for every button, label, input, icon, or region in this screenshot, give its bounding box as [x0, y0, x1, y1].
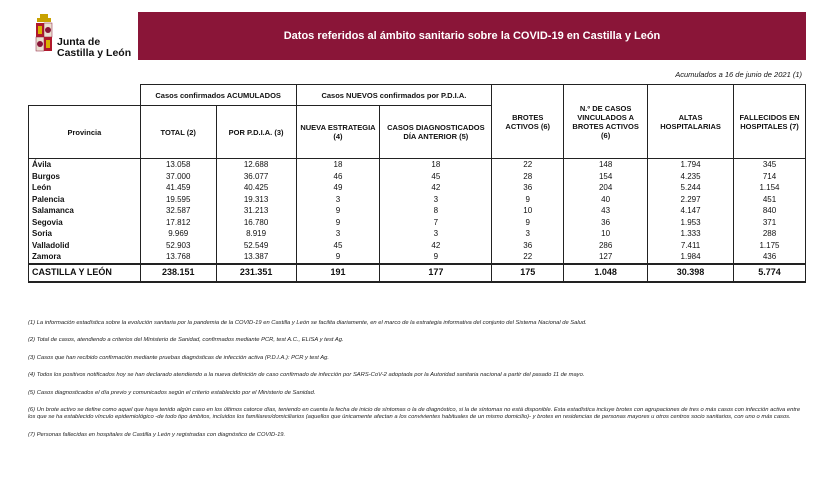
footnote: (4) Todos los positivos notificados hoy se han declarado atendiendo a la nueva definición de caso confirmado de infección por SARS-CoV-2 adoptada por la Autoridad sanitaria nacional a partir del pasado 11 de mayo. — [28, 372, 585, 379]
table-cell: 40.425 — [216, 182, 296, 194]
table-cell: 22 — [492, 159, 564, 171]
table-cell: 41.459 — [140, 182, 216, 194]
junta-logo — [34, 14, 134, 62]
table-cell: 1.953 — [648, 217, 734, 229]
table-cell: 154 — [564, 171, 648, 183]
header-provincia: Provincia — [29, 106, 141, 159]
title-bar — [138, 12, 806, 60]
table-cell: 18 — [296, 159, 380, 171]
province-name: Palencia — [29, 194, 141, 206]
group-header-new: Casos NUEVOS confirmados por P.D.I.A. — [296, 85, 492, 106]
table-cell: 43 — [564, 205, 648, 217]
table-cell: 10 — [492, 205, 564, 217]
table-cell: 436 — [734, 251, 806, 264]
table-cell: 18 — [380, 159, 492, 171]
table-row — [29, 171, 806, 183]
table-cell: 9 — [296, 251, 380, 264]
table-cell: 2.297 — [648, 194, 734, 206]
table-cell: 9 — [380, 251, 492, 264]
table-cell: 9 — [296, 217, 380, 229]
table-cell: 127 — [564, 251, 648, 264]
total-cell: 191 — [296, 264, 380, 282]
footnote: (6) Un brote activo se define como aquel que haya tenido algún caso en los últimos catorce días, teniendo en cuenta la fecha de inicio de síntomas o la de diagnóstico, si la de síntomas no está disponible. Esta estadística incluye brotes con agrupaciones de tres o más casos con infección activa entre los que se ha establecido vínculo epidemiológico -de todo tipo ámbitos, incluidos los familiares/domiciliarios (aquellos que únicamente afectan a los convivientes habituales de un mismo domicilio)- y brotes en residencias de personas mayores u otros centros socio sanitarios, con uno o más casos. — [28, 407, 801, 421]
table-cell: 7.411 — [648, 240, 734, 252]
total-cell: 231.351 — [216, 264, 296, 282]
coat-of-arms-icon — [34, 14, 54, 54]
header-total: TOTAL (2) — [140, 106, 216, 159]
table-cell: 13.058 — [140, 159, 216, 171]
logo-text — [57, 37, 131, 59]
group-header-accum: Casos confirmados ACUMULADOS — [140, 85, 296, 106]
total-cell: 5.774 — [734, 264, 806, 282]
table-cell: 1.333 — [648, 228, 734, 240]
footnote: (2) Total de casos, atendiendo a criterios del Ministerio de Sanidad, confirmados mediante PCR, test A.C., ELISA y test Ag. — [28, 337, 344, 344]
table-cell: 9.969 — [140, 228, 216, 240]
covid-data-table — [28, 84, 806, 283]
table-row — [29, 194, 806, 206]
total-label: CASTILLA Y LEÓN — [29, 264, 141, 282]
table-cell: 19.595 — [140, 194, 216, 206]
table-row — [29, 217, 806, 229]
table-cell: 17.812 — [140, 217, 216, 229]
header-pdia: POR P.D.I.A. (3) — [216, 106, 296, 159]
table-cell: 49 — [296, 182, 380, 194]
province-name: Burgos — [29, 171, 141, 183]
province-name: Salamanca — [29, 205, 141, 217]
table-cell: 3 — [492, 228, 564, 240]
table-cell: 8 — [380, 205, 492, 217]
header-fallecidos: FALLECIDOS EN HOSPITALES (7) — [734, 85, 806, 159]
table-cell: 3 — [380, 194, 492, 206]
table-cell: 4.147 — [648, 205, 734, 217]
province-name: Valladolid — [29, 240, 141, 252]
table-row — [29, 182, 806, 194]
table-cell: 345 — [734, 159, 806, 171]
table-row — [29, 240, 806, 252]
header-diag: CASOS DIAGNOSTICADOS DÍA ANTERIOR (5) — [380, 106, 492, 159]
header-vinculados: N.º DE CASOS VINCULADOS A BROTES ACTIVOS (6) — [564, 85, 648, 159]
table-cell: 36 — [564, 217, 648, 229]
table-cell: 10 — [564, 228, 648, 240]
header-brotes: BROTES ACTIVOS (6) — [492, 85, 564, 159]
table-cell: 3 — [380, 228, 492, 240]
table-cell: 36 — [492, 182, 564, 194]
footnote: (1) La información estadística sobre la evolución sanitaria por la pandemia de la COVID-19 en Castilla y León se facilita diariamente, en el marco de la estrategia informativa del conjunto del Sistema Nacional de Salud. — [28, 320, 587, 326]
province-name: Soria — [29, 228, 141, 240]
page-title: Datos referidos al ámbito sanitario sobre la COVID-19 en Castilla y León — [283, 30, 661, 42]
table-cell: 12.688 — [216, 159, 296, 171]
table-cell: 36 — [492, 240, 564, 252]
table-cell: 1.984 — [648, 251, 734, 264]
table-cell: 52.549 — [216, 240, 296, 252]
table-cell: 4.235 — [648, 171, 734, 183]
table-cell: 204 — [564, 182, 648, 194]
table-cell: 288 — [734, 228, 806, 240]
table-row — [29, 205, 806, 217]
province-name: Ávila — [29, 159, 141, 171]
table-cell: 371 — [734, 217, 806, 229]
table-cell: 40 — [564, 194, 648, 206]
total-cell: 30.398 — [648, 264, 734, 282]
table-row — [29, 159, 806, 171]
total-cell: 175 — [492, 264, 564, 282]
footnote: (5) Casos diagnosticados el día previo y comunicados según el criterio establecido por el Ministerio de Sanidad. — [28, 389, 316, 396]
table-cell: 28 — [492, 171, 564, 183]
table-cell: 16.780 — [216, 217, 296, 229]
table-cell: 36.077 — [216, 171, 296, 183]
total-cell: 1.048 — [564, 264, 648, 282]
table-cell: 37.000 — [140, 171, 216, 183]
table-row — [29, 228, 806, 240]
province-name: Zamora — [29, 251, 141, 264]
table-cell: 7 — [380, 217, 492, 229]
total-row — [29, 264, 806, 282]
total-cell: 177 — [380, 264, 492, 282]
table-cell: 45 — [296, 240, 380, 252]
logo-line2: Castilla y León — [57, 47, 132, 59]
date-note: Acumulados a 16 de junio de 2021 (1) — [675, 70, 802, 79]
table-cell: 52.903 — [140, 240, 216, 252]
table-cell: 1.794 — [648, 159, 734, 171]
table-cell: 840 — [734, 205, 806, 217]
table-cell: 3 — [296, 228, 380, 240]
table-cell: 22 — [492, 251, 564, 264]
table-cell: 45 — [380, 171, 492, 183]
table-cell: 1.175 — [734, 240, 806, 252]
table-cell: 13.387 — [216, 251, 296, 264]
table-cell: 13.768 — [140, 251, 216, 264]
table-cell: 3 — [296, 194, 380, 206]
table-cell: 1.154 — [734, 182, 806, 194]
table-cell: 9 — [296, 205, 380, 217]
table-cell: 9 — [492, 194, 564, 206]
header-altas: ALTAS HOSPITALARIAS — [648, 85, 734, 159]
table-cell: 19.313 — [216, 194, 296, 206]
table-cell: 8.919 — [216, 228, 296, 240]
table-cell: 451 — [734, 194, 806, 206]
table-cell: 42 — [380, 182, 492, 194]
table-cell: 286 — [564, 240, 648, 252]
table-cell: 42 — [380, 240, 492, 252]
footnotes — [28, 320, 808, 449]
footnote: (7) Personas fallecidas en hospitales de Castilla y León y registradas con diagnóstico de COVID-19. — [28, 431, 286, 438]
total-cell: 238.151 — [140, 264, 216, 282]
table-cell: 9 — [492, 217, 564, 229]
province-name: León — [29, 182, 141, 194]
table-row — [29, 251, 806, 264]
table-cell: 31.213 — [216, 205, 296, 217]
header-nueva: NUEVA ESTRATEGIA (4) — [296, 106, 380, 159]
table-cell: 5.244 — [648, 182, 734, 194]
table-cell: 46 — [296, 171, 380, 183]
table-cell: 32.587 — [140, 205, 216, 217]
logo-line1: Junta de — [57, 36, 101, 48]
province-name: Segovia — [29, 217, 141, 229]
table-cell: 714 — [734, 171, 806, 183]
table-cell: 148 — [564, 159, 648, 171]
footnote: (3) Casos que han recibido confirmación mediante pruebas diagnósticas de infección activa (P.D.I.A.): PCR y test Ag. — [28, 354, 329, 361]
